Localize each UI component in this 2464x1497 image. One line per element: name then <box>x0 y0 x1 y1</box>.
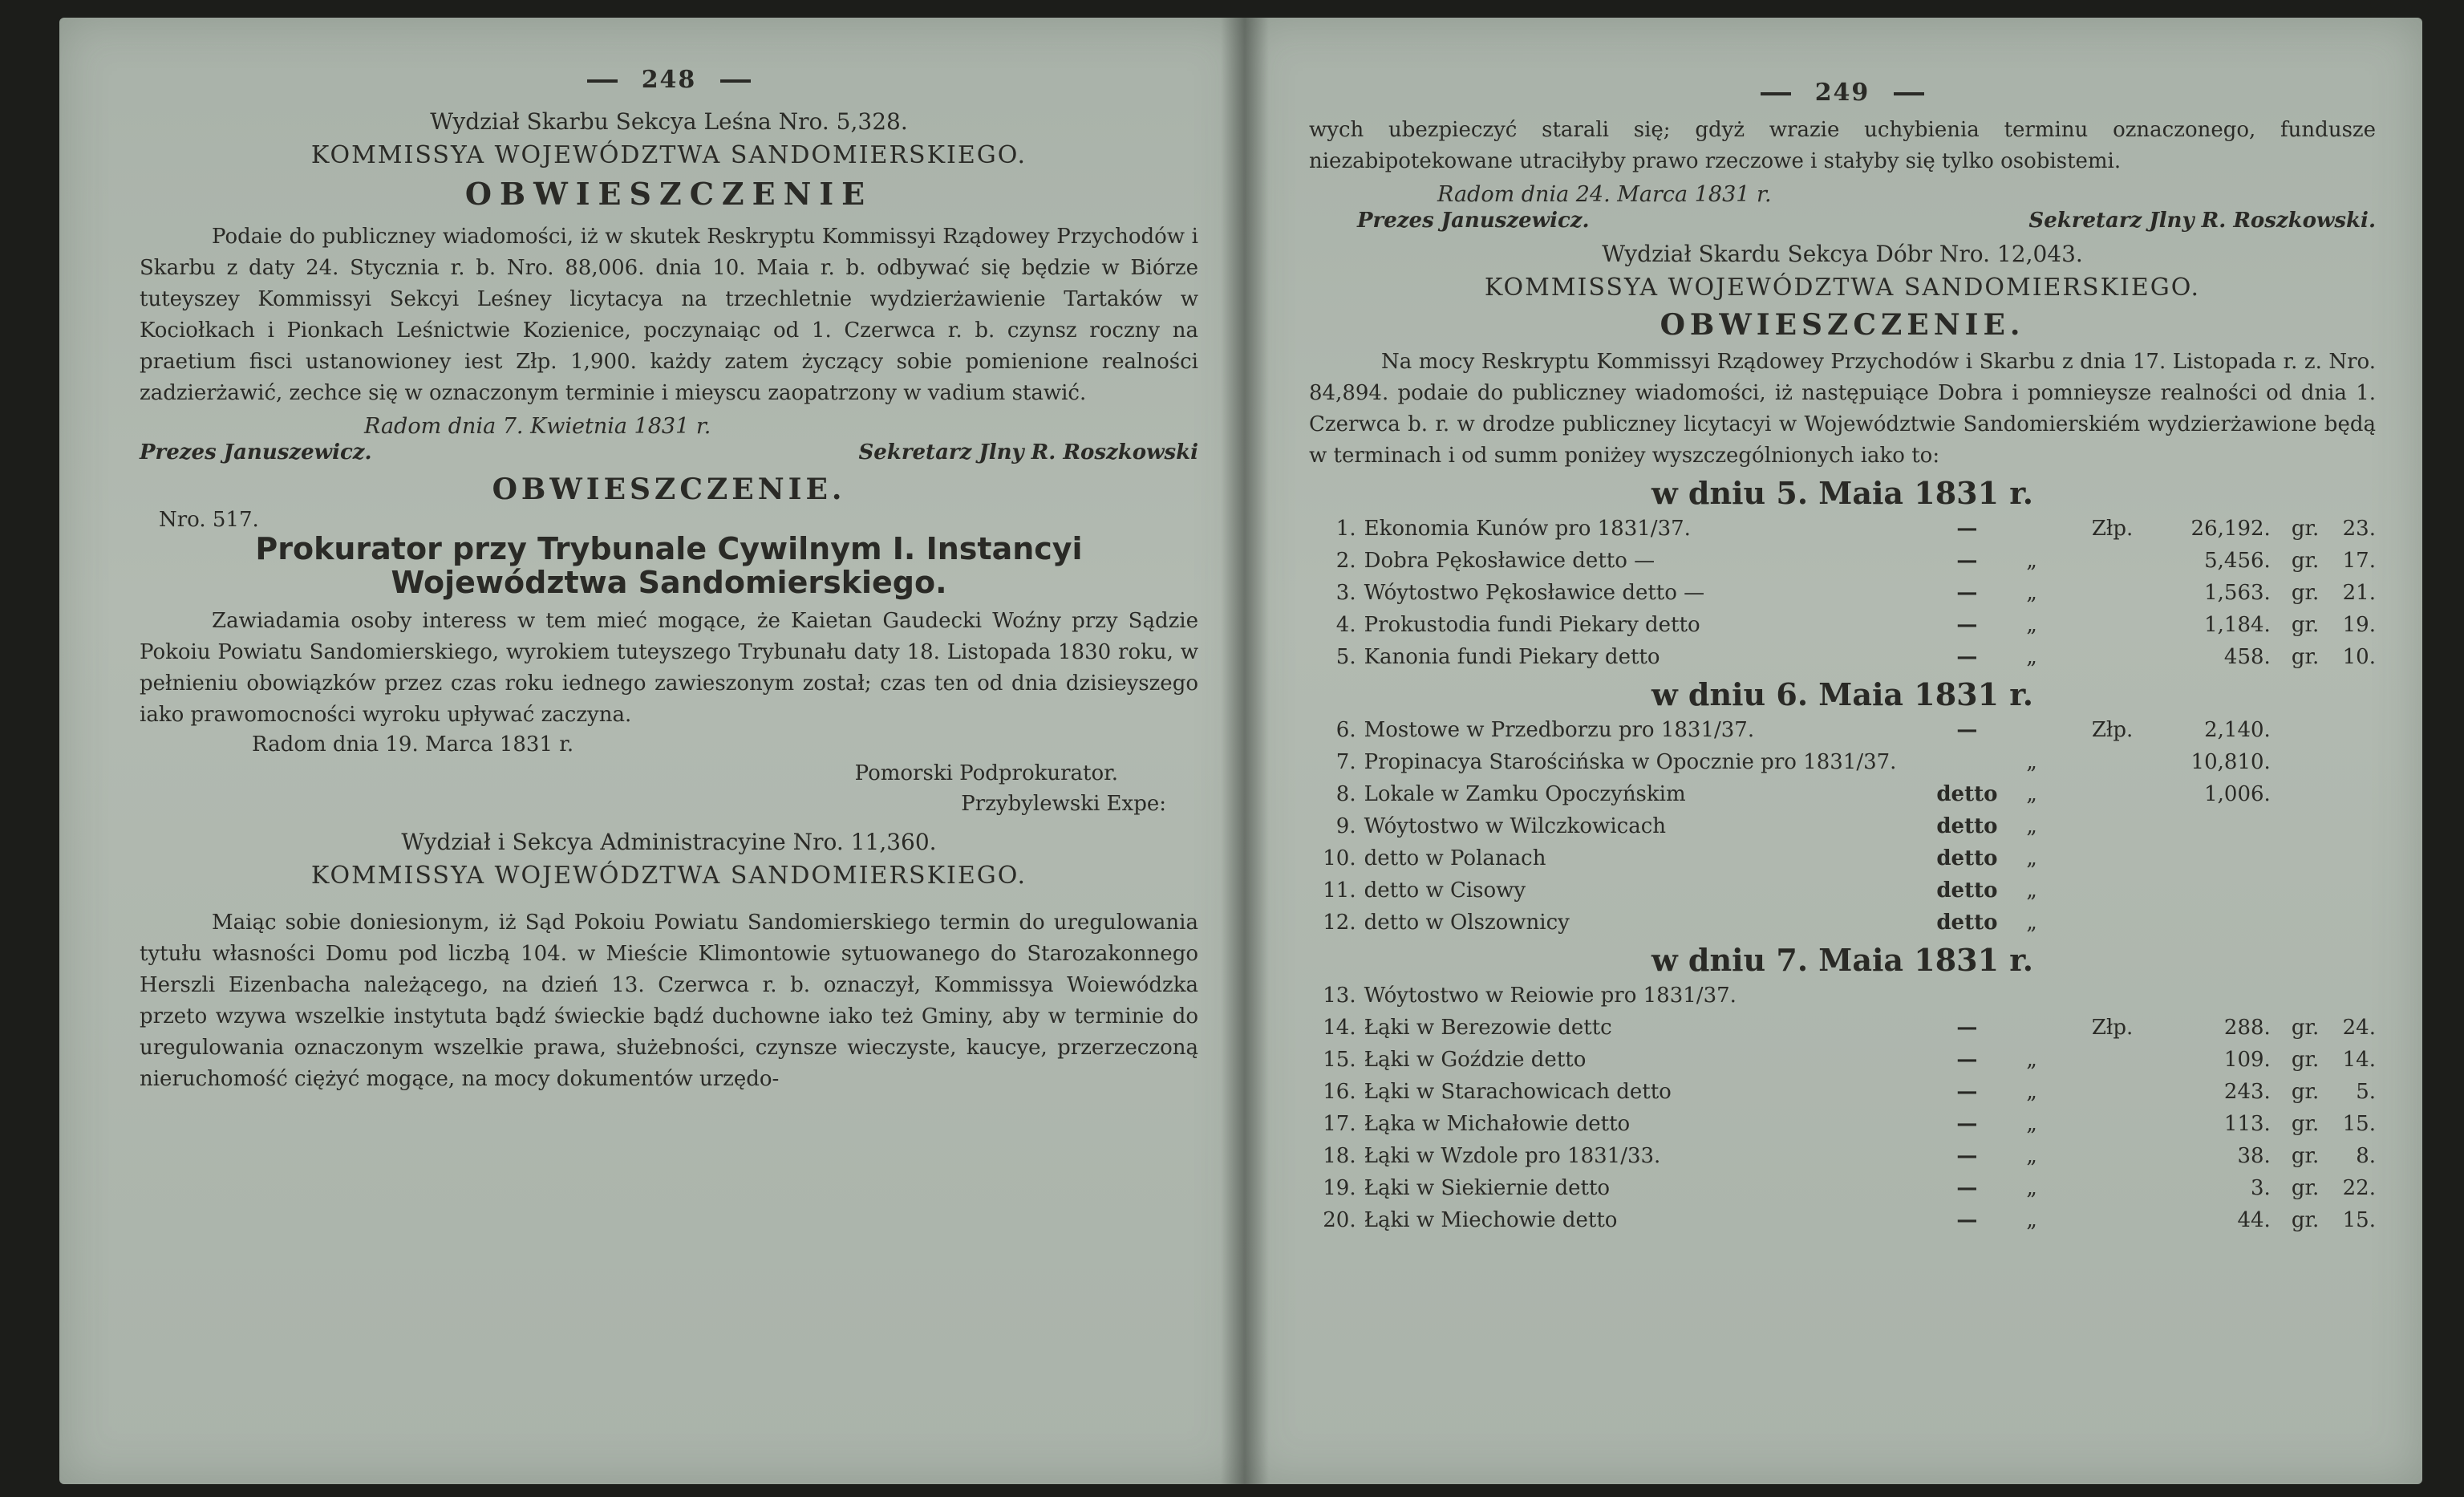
item-name: Łąki w Wzdole pro 1831/33. <box>1364 1144 1661 1168</box>
item-zlp: Złp. <box>2091 517 2134 541</box>
item-dash: — <box>1956 1080 1978 1104</box>
item-grosz: 15. <box>2342 1112 2376 1136</box>
table-row <box>1309 1012 2376 1044</box>
item-dash: detto <box>1936 878 1998 903</box>
item-amt: 109. <box>2223 1048 2271 1072</box>
item-amt: 2,140. <box>2204 718 2271 742</box>
item-gr: gr. <box>2291 613 2320 637</box>
item-name: Lokale w Zamku Opoczyńskim <box>1364 782 1686 806</box>
item-no: 13. <box>1323 984 1356 1008</box>
item-dash: — <box>1956 613 1978 637</box>
item-name: Kanonia fundi Piekary detto <box>1364 645 1660 669</box>
item-q: „ <box>2026 645 2037 669</box>
item-zlp <box>2052 1204 2133 1236</box>
left-page <box>59 18 1245 1484</box>
item-gr: gr. <box>2291 1144 2320 1168</box>
item-gr: gr. <box>2291 1208 2320 1232</box>
item-gr <box>2271 746 2320 778</box>
item-no: 18. <box>1323 1144 1356 1168</box>
item-name: Propinacya Starościńska w Opocznie pro 1831/37. <box>1364 750 1897 774</box>
item-no: 4. <box>1335 613 1356 637</box>
notice-body: Zawiadamia osoby interess w tem mieć mogące, że Kaietan Gaudecki Woźny przy Sądzie Pokoiu Powiatu Sandomierskiego, wyrokiem tuteyszego Trybunału daty 18. Listopada 1830 roku, w pełnieniu obowiązków przez czas roku iednego zawieszonym został; czas ten od dnia dzisieyszego iako prawomocności wyroku upływać zaczyna. <box>140 609 1198 727</box>
item-q: „ <box>2026 1048 2037 1072</box>
item-q: „ <box>2026 782 2037 806</box>
item-dash: detto <box>1936 814 1998 838</box>
auction-day-heading: w dniu 5. Maia 1831 r. <box>1651 475 2034 511</box>
item-amt: 38. <box>2237 1144 2271 1168</box>
item-grosz <box>2319 842 2376 874</box>
table-row <box>1309 609 2376 641</box>
open-book <box>42 18 2440 1484</box>
item-name: Łąki w Berezowie dettc <box>1364 1016 1612 1040</box>
commission-heading: KOMMISSYA WOJEWÓDZTWA SANDOMIERSKIEGO. <box>1484 274 2201 302</box>
item-gr: gr. <box>2291 1016 2320 1040</box>
item-gr: gr. <box>2291 645 2320 669</box>
item-dash: — <box>1956 549 1978 573</box>
item-amt <box>2133 842 2271 874</box>
item-no: 10. <box>1323 846 1356 870</box>
notice-body: Maiąc sobie doniesionym, iż Sąd Pokoiu Powiatu Sandomierskiego termin do uregulowania tytułu własności Domu pod liczbą 104. w Mieście Klimontowie sytuowanego do Starozakonnego Herszli Eizenbacha należącego, na dzień 13. Czerwca r. b. oznaczył, Kommissya Woiewódzka przeto wzywa wszelkie instytuta bądź świeckie bądź duchowne iako też Gminy, aby w terminie do uregulowania oznaczonym wszelkie prawa, służebności, czynsze wieczyste, kaucye, przerzeczoną nieruchomość ciężyć mogące, na mocy dokumentów urzędo- <box>140 911 1198 1091</box>
item-q <box>2012 513 2052 545</box>
page-number <box>1309 79 2376 107</box>
president-signature: Prezes Januszewicz. <box>1357 209 1590 233</box>
item-q: „ <box>2026 549 2037 573</box>
commission-heading: KOMMISSYA WOJEWÓDZTWA SANDOMIERSKIEGO. <box>310 141 1027 169</box>
item-gr: gr. <box>2291 1048 2320 1072</box>
item-q: „ <box>2026 1112 2037 1136</box>
item-name: Łąki w Miechowie detto <box>1364 1208 1618 1232</box>
item-no: 12. <box>1323 911 1356 935</box>
item-dash: detto <box>1936 911 1998 935</box>
item-grosz <box>2319 746 2376 778</box>
table-row <box>1309 778 2376 810</box>
table-row <box>1309 714 2376 746</box>
item-dash: — <box>1956 645 1978 669</box>
notice-number: Nro. 517. <box>159 508 259 532</box>
item-name: Łąki w Siekiernie detto <box>1364 1176 1611 1200</box>
item-gr: gr. <box>2291 581 2320 605</box>
table-row <box>1309 1076 2376 1108</box>
item-gr: gr. <box>2291 517 2320 541</box>
item-grosz <box>2319 778 2376 810</box>
item-dash: — <box>1956 1112 1978 1136</box>
item-name: Ekonomia Kunów pro 1831/37. <box>1364 517 1691 541</box>
item-grosz: 24. <box>2342 1016 2376 1040</box>
item-no: 3. <box>1335 581 1356 605</box>
table-row <box>1309 1044 2376 1076</box>
item-gr: gr. <box>2291 1112 2320 1136</box>
item-no: 5. <box>1335 645 1356 669</box>
prosecutor-title-line2: Województwa Sandomierskiego. <box>391 565 947 600</box>
item-grosz: 17. <box>2342 549 2376 573</box>
table-row <box>1309 577 2376 609</box>
department-line: Wydział i Sekcya Administracyine Nro. 11,360. <box>401 829 937 855</box>
continuation-text: wych ubezpieczyć starali się; gdyż wrazie uchybienia terminu oznaczonego, fundusze niezabipotekowane utraciłyby prawo rzeczowe i stałyby się tylko osobistemi. <box>1309 118 2376 173</box>
notice-heading: OBWIESZCZENIE. <box>1660 308 2025 342</box>
item-grosz: 10. <box>2342 645 2376 669</box>
item-q: „ <box>2026 613 2037 637</box>
item-gr: gr. <box>2291 1080 2320 1104</box>
item-zlp <box>2052 1140 2133 1172</box>
item-amt: 458. <box>2223 645 2271 669</box>
table-row <box>1309 810 2376 842</box>
item-q <box>2012 980 2052 1012</box>
item-amt: 1,184. <box>2204 613 2271 637</box>
item-no: 7. <box>1335 750 1356 774</box>
item-amt: 113. <box>2223 1112 2271 1136</box>
item-grosz <box>2319 980 2376 1012</box>
item-dash: detto <box>1936 846 1998 870</box>
item-q: „ <box>2026 1176 2037 1200</box>
item-q: „ <box>2026 1144 2037 1168</box>
page-number-text: 249 <box>1814 79 1870 107</box>
item-grosz <box>2319 874 2376 907</box>
secretary-signature: Sekretarz Jlny R. Roszkowski. <box>2028 209 2376 233</box>
table-row <box>1309 1204 2376 1236</box>
table-row <box>1309 1108 2376 1140</box>
item-name: Łąki w Starachowicach detto <box>1364 1080 1672 1104</box>
item-name: Łąka w Michałowie detto <box>1364 1112 1631 1136</box>
item-name: Dobra Pękosławice detto — <box>1364 549 1656 573</box>
notice-date: Radom dnia 19. Marca 1831 r. <box>252 732 574 757</box>
table-row <box>1309 513 2376 545</box>
commission-heading: KOMMISSYA WOJEWÓDZTWA SANDOMIERSKIEGO. <box>310 862 1027 890</box>
item-amt: 3. <box>2250 1176 2271 1200</box>
item-grosz: 5. <box>2356 1080 2376 1104</box>
item-gr <box>2271 874 2320 907</box>
item-amt: 288. <box>2223 1016 2271 1040</box>
item-zlp <box>2052 577 2133 609</box>
item-zlp <box>2052 842 2133 874</box>
page-number <box>140 66 1198 94</box>
table-row <box>1309 1172 2376 1204</box>
notice-date: Radom dnia 7. Kwietnia 1831 r. <box>364 414 711 439</box>
item-q <box>2012 1012 2052 1044</box>
item-amt: 10,810. <box>2190 750 2271 774</box>
item-q: „ <box>2026 911 2037 935</box>
item-name: Wóytostwo w Wilczkowicach <box>1364 814 1666 838</box>
table-row <box>1309 641 2376 673</box>
item-amt: 243. <box>2223 1080 2271 1104</box>
item-zlp: Złp. <box>2091 718 2134 742</box>
item-no: 6. <box>1335 718 1356 742</box>
item-dash: — <box>1956 1016 1978 1040</box>
item-gr <box>2271 842 2320 874</box>
auction-items-table <box>1309 980 2376 1236</box>
item-dash: — <box>1956 517 1978 541</box>
notice-body: Podaie do publiczney wiadomości, iż w skutek Reskryptu Kommissyi Rządowey Przychodów i Skarbu z daty 24. Stycznia r. b. Nro. 88,006. dnia 10. Maia r. b. odbywać się będzie w Biórze tuteyszey Kommissyi Sekcyi Leśney licytacya na trzechletnie wydzierżawienie Tartaków w Kociołkach i Pionkach Leśnictwie Kozienice, poczynaiąc od 1. Czerwca r. b. czynsz roczny na praetium fisci ustanowioney iest Złp. 1,900. każdy zatem życzący sobie pomienione realności zadzierżawić, zechce się w oznaczonym terminie i mieyscu zaopatrzony w vadium stawić. <box>140 225 1198 405</box>
item-dash: — <box>1956 1048 1978 1072</box>
signature-prosecutor: Pomorski Podprokurator. <box>854 761 1118 785</box>
prosecutor-title: Prokurator przy Trybunale Cywilnym I. Instancyi <box>255 531 1083 566</box>
item-name: detto w Cisowy <box>1364 878 1526 903</box>
item-name: Wóytostwo Pękosławice detto — <box>1364 581 1705 605</box>
auction-items-table <box>1309 714 2376 939</box>
item-dash <box>1923 980 2012 1012</box>
item-gr <box>2271 778 2320 810</box>
table-row <box>1309 746 2376 778</box>
signature-row <box>1309 209 2376 233</box>
item-q <box>2012 714 2052 746</box>
item-no: 14. <box>1323 1016 1356 1040</box>
item-dash <box>1923 746 2012 778</box>
item-name: Prokustodia fundi Piekary detto <box>1364 613 1700 637</box>
item-amt: 5,456. <box>2204 549 2271 573</box>
notice-heading: OBWIESZCZENIE. <box>492 473 846 506</box>
item-dash: — <box>1956 1208 1978 1232</box>
item-zlp <box>2052 641 2133 673</box>
item-grosz: 22. <box>2342 1176 2376 1200</box>
item-gr <box>2271 810 2320 842</box>
item-amt: 1,563. <box>2204 581 2271 605</box>
auction-schedule <box>1309 475 2376 1236</box>
item-gr: gr. <box>2291 1176 2320 1200</box>
auction-day-heading: w dniu 6. Maia 1831 r. <box>1651 676 2034 712</box>
signature-expeditor: Przybylewski Expe: <box>961 792 1166 816</box>
item-q: „ <box>2026 581 2037 605</box>
item-dash: — <box>1956 1176 1978 1200</box>
item-amt <box>2133 810 2271 842</box>
table-row <box>1309 545 2376 577</box>
item-grosz: 14. <box>2342 1048 2376 1072</box>
department-line: Wydział Skarbu Sekcya Leśna Nro. 5,328. <box>430 108 908 135</box>
item-no: 20. <box>1323 1208 1356 1232</box>
secretary-signature: Sekretarz Jlny R. Roszkowski <box>858 440 1198 465</box>
item-gr <box>2271 980 2320 1012</box>
item-zlp <box>2052 1172 2133 1204</box>
page-number-text: 248 <box>641 66 697 94</box>
item-amt <box>2133 874 2271 907</box>
item-gr <box>2271 907 2320 939</box>
notice-date: Radom dnia 24. Marca 1831 r. <box>1437 182 1772 207</box>
right-page <box>1245 18 2422 1484</box>
item-q: „ <box>2026 814 2037 838</box>
item-name: Wóytostwo w Reiowie pro 1831/37. <box>1364 984 1737 1008</box>
notice-body: Na mocy Reskryptu Kommissyi Rządowey Przychodów i Skarbu z dnia 17. Listopada r. z. Nro. 84,894. podaie do publiczney wiadomości, iż następuiące Dobra i pomnieysze realności od dnia 1. Czerwca b. r. w drodze publiczney licytacyi w Województwie Sandomierskiém wydzierżawione będą w terminach i od summ poniżey wyszczególnionych iako to: <box>1309 350 2376 468</box>
item-q: „ <box>2026 750 2037 774</box>
item-dash: detto <box>1936 782 1998 806</box>
department-line: Wydział Skardu Sekcya Dóbr Nro. 12,043. <box>1602 241 2083 267</box>
auction-day-heading: w dniu 7. Maia 1831 r. <box>1651 942 2034 978</box>
item-amt: 44. <box>2237 1208 2271 1232</box>
item-name: Mostowe w Przedborzu pro 1831/37. <box>1364 718 1755 742</box>
item-zlp <box>2052 746 2133 778</box>
item-zlp <box>2052 1108 2133 1140</box>
item-no: 16. <box>1323 1080 1356 1104</box>
item-zlp <box>2052 1044 2133 1076</box>
item-grosz <box>2319 714 2376 746</box>
item-q: „ <box>2026 846 2037 870</box>
item-dash: — <box>1956 1144 1978 1168</box>
item-no: 9. <box>1335 814 1356 838</box>
item-q: „ <box>2026 1208 2037 1232</box>
item-zlp <box>2052 907 2133 939</box>
item-gr <box>2271 714 2320 746</box>
item-name: detto w Polanach <box>1364 846 1546 870</box>
item-name: Łąki w Goździe detto <box>1364 1048 1587 1072</box>
item-grosz: 15. <box>2342 1208 2376 1232</box>
item-no: 19. <box>1323 1176 1356 1200</box>
notice-heading: OBWIESZCZENIE <box>464 176 873 212</box>
item-dash: — <box>1956 581 1978 605</box>
auction-items-table <box>1309 513 2376 673</box>
item-q: „ <box>2026 1080 2037 1104</box>
item-no: 15. <box>1323 1048 1356 1072</box>
item-no: 11. <box>1323 878 1356 903</box>
item-grosz: 21. <box>2342 581 2376 605</box>
item-name: detto w Olszownicy <box>1364 911 1570 935</box>
table-row <box>1309 907 2376 939</box>
table-row <box>1309 1140 2376 1172</box>
item-amt: 1,006. <box>2204 782 2271 806</box>
item-grosz: 19. <box>2342 613 2376 637</box>
item-amt <box>2133 980 2271 1012</box>
table-row <box>1309 980 2376 1012</box>
item-zlp: Złp. <box>2091 1016 2134 1040</box>
item-zlp <box>2052 1076 2133 1108</box>
item-zlp <box>2052 545 2133 577</box>
item-q: „ <box>2026 878 2037 903</box>
item-no: 2. <box>1335 549 1356 573</box>
president-signature: Prezes Januszewicz. <box>140 440 372 465</box>
item-zlp <box>2052 874 2133 907</box>
item-amt: 26,192. <box>2190 517 2271 541</box>
item-no: 1. <box>1335 517 1356 541</box>
table-row <box>1309 874 2376 907</box>
item-grosz: 23. <box>2342 517 2376 541</box>
item-zlp <box>2052 980 2133 1012</box>
table-row <box>1309 842 2376 874</box>
item-no: 8. <box>1335 782 1356 806</box>
item-zlp <box>2052 778 2133 810</box>
item-amt <box>2133 907 2271 939</box>
item-grosz <box>2319 810 2376 842</box>
item-zlp <box>2052 609 2133 641</box>
item-grosz <box>2319 907 2376 939</box>
item-zlp <box>2052 810 2133 842</box>
item-no: 17. <box>1323 1112 1356 1136</box>
item-grosz: 8. <box>2356 1144 2376 1168</box>
item-dash: — <box>1956 718 1978 742</box>
item-gr: gr. <box>2291 549 2320 573</box>
signature-row <box>140 440 1198 465</box>
